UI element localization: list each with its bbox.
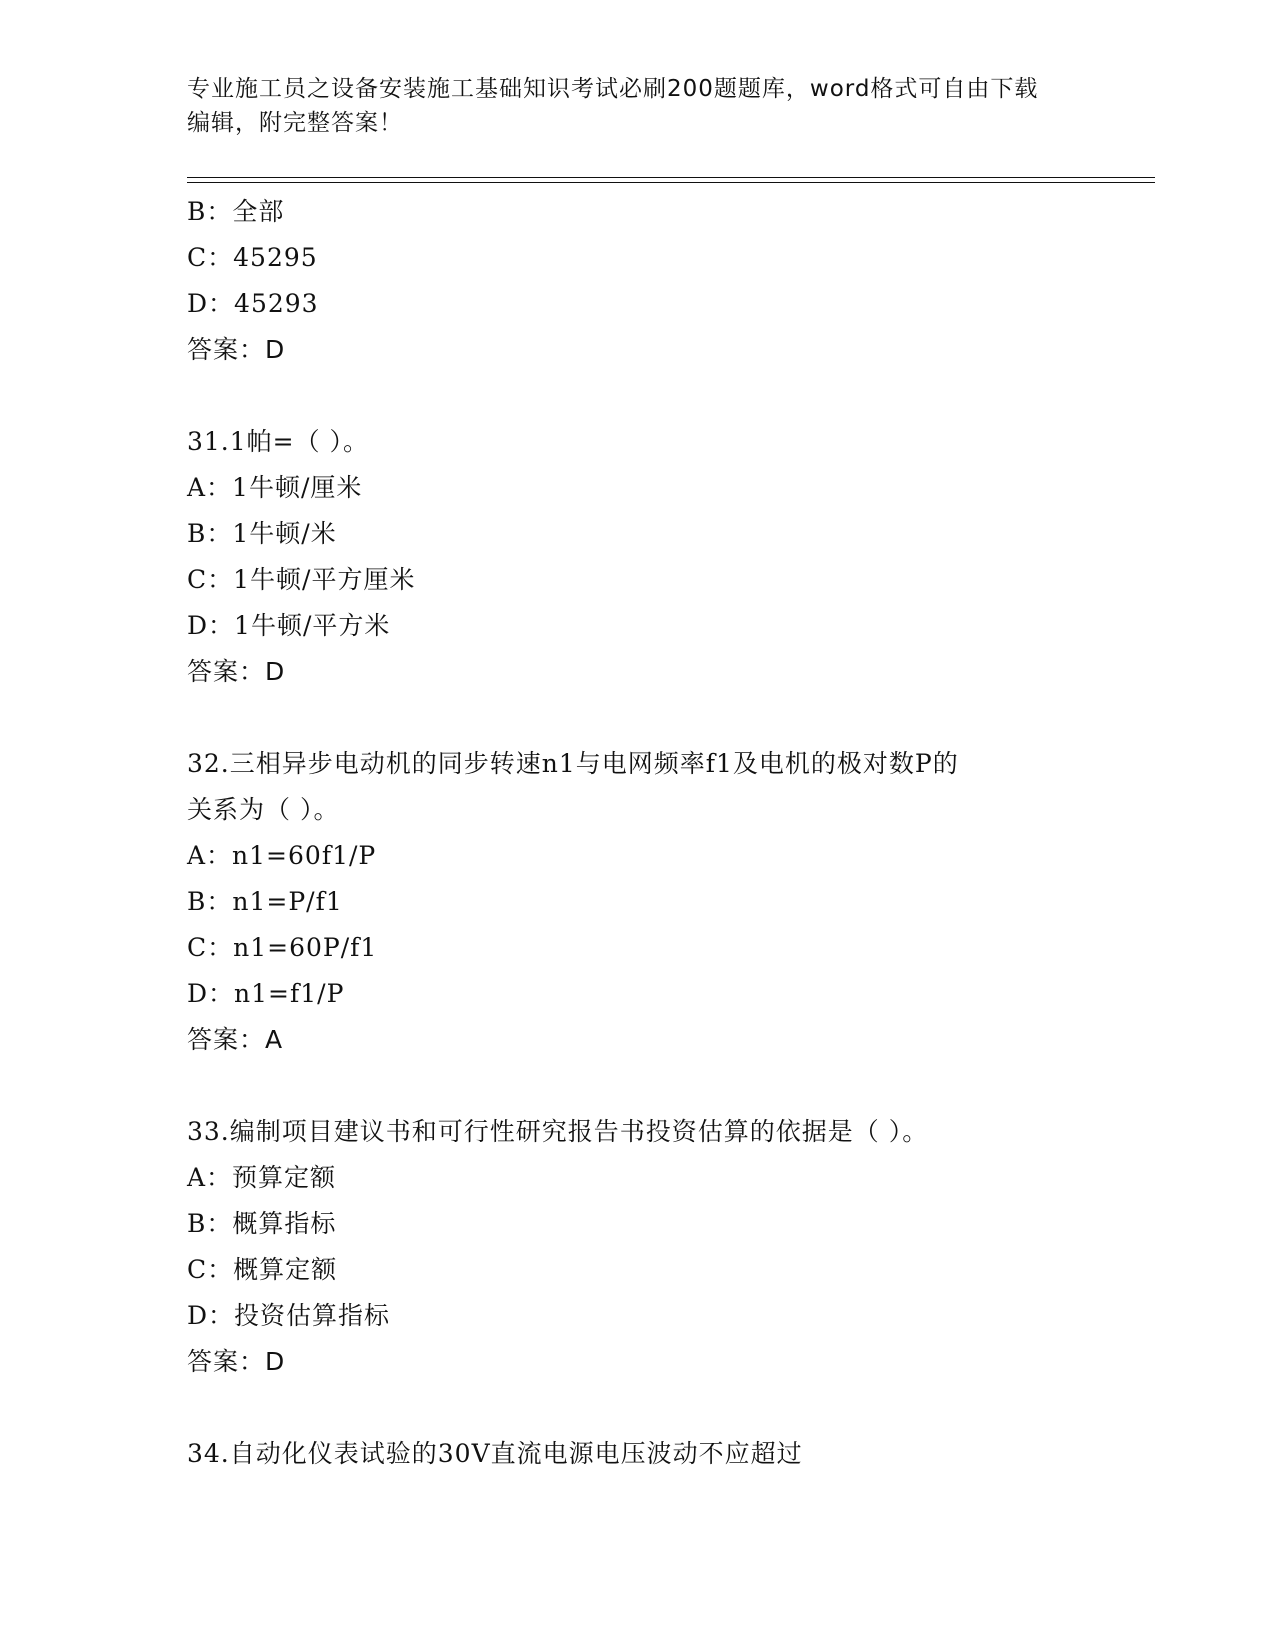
spacer: [187, 695, 1127, 741]
question-stem-line-1: 32.三相异步电动机的同步转速n1与电网频率f1及电机的极对数P的: [187, 749, 959, 778]
answer-label: 答案：D: [187, 335, 286, 364]
option-d: D：1牛顿/平方米: [187, 611, 391, 640]
question-stem-line-2: 关系为（ ）。: [187, 795, 340, 824]
option-a: A：1牛顿/厘米: [187, 473, 363, 502]
question-block-32: [187, 741, 1127, 1063]
question-stem: 33.编制项目建议书和可行性研究报告书投资估算的依据是（ ）。: [187, 1117, 929, 1146]
header-rule-top: [187, 177, 1155, 178]
option-d: D：45293: [187, 289, 319, 318]
spacer: [187, 1063, 1127, 1109]
question-list: [187, 189, 1127, 1477]
spacer: [187, 373, 1127, 419]
option-c: C：概算定额: [187, 1255, 338, 1284]
answer-label: 答案：A: [187, 1025, 284, 1054]
question-block-30: [187, 189, 1127, 373]
answer-label: 答案：D: [187, 1347, 286, 1376]
option-b: B：概算指标: [187, 1209, 337, 1238]
answer-label: 答案：D: [187, 657, 286, 686]
option-d: D：n1=f1/P: [187, 979, 345, 1008]
question-block-31: [187, 419, 1127, 695]
option-c: C：45295: [187, 243, 318, 272]
question-block-34: [187, 1431, 1127, 1477]
question-stem: 31.1帕=（ ）。: [187, 427, 370, 456]
option-c: C：n1=60P/f1: [187, 933, 378, 962]
option-a: A：n1=60f1/P: [187, 841, 377, 870]
option-a: A：预算定额: [187, 1163, 337, 1192]
option-d: D：投资估算指标: [187, 1301, 391, 1330]
option-c: C：1牛顿/平方厘米: [187, 565, 416, 594]
option-b: B：n1=P/f1: [187, 887, 343, 916]
header-line-2: 编辑，附完整答案！: [187, 110, 403, 136]
spacer: [187, 1385, 1127, 1431]
header-rule-bottom: [187, 182, 1155, 183]
page-header: [187, 72, 1087, 140]
header-line-1: 专业施工员之设备安装施工基础知识考试必刷200题题库，word格式可自由下载: [187, 76, 1039, 102]
option-b: B：全部: [187, 197, 285, 226]
question-block-33: [187, 1109, 1127, 1385]
option-b: B：1牛顿/米: [187, 519, 337, 548]
question-stem: 34.自动化仪表试验的30V直流电源电压波动不应超过: [187, 1439, 803, 1468]
